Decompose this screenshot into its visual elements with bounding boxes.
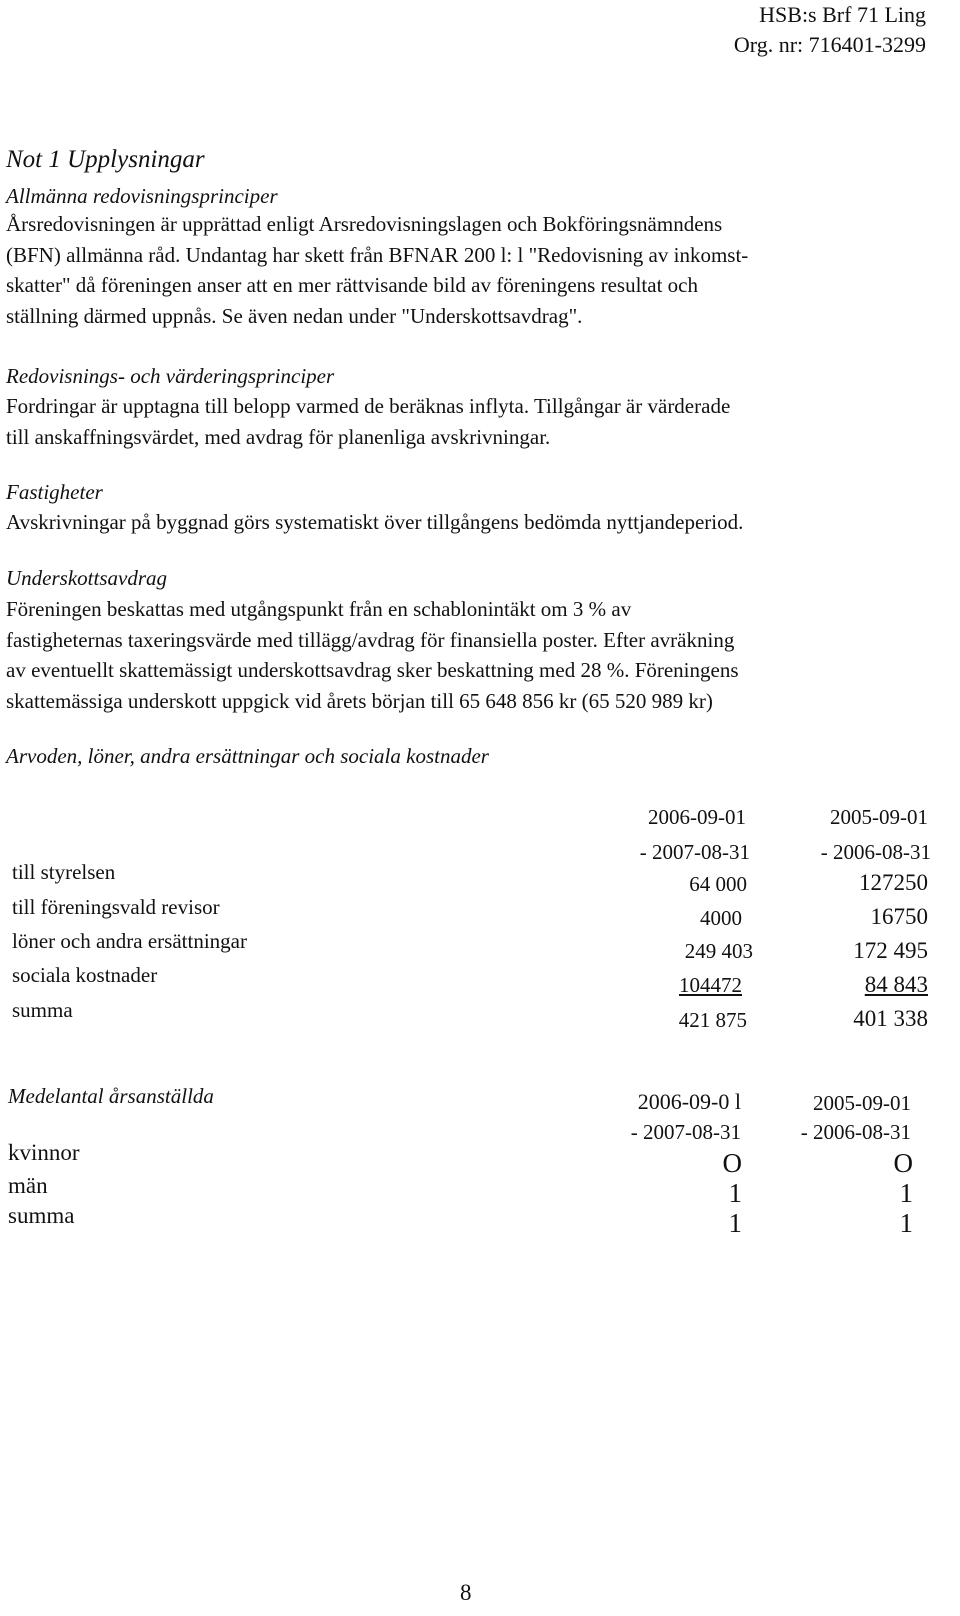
fees-value: 16750 bbox=[870, 904, 928, 929]
employees-heading: Medelantal årsanställda bbox=[8, 1084, 214, 1108]
intro-line: ställning därmed uppnås. Se även nedan under "Underskottsavdrag". bbox=[6, 303, 583, 328]
fees-value: 421 875 bbox=[678, 1008, 747, 1032]
fees-row-label: sociala kostnader bbox=[12, 963, 158, 987]
employees-value: 1 bbox=[728, 1208, 742, 1238]
fees-value: 127250 bbox=[859, 870, 928, 895]
fees-col2-header: - 2006-08-31 bbox=[820, 840, 931, 864]
fees-value: 64 000 bbox=[689, 872, 747, 896]
section-line: Avskrivningar på byggnad görs systematiskt över tillgångens bedömda nyttjandeperiod. bbox=[6, 510, 744, 534]
fees-value: 401 338 bbox=[853, 1006, 928, 1031]
employees-value: 1 bbox=[899, 1208, 913, 1238]
employees-value: 1 bbox=[728, 1178, 742, 1208]
page-number: 8 bbox=[460, 1580, 472, 1605]
fees-row-label: till styrelsen bbox=[12, 860, 116, 884]
employees-row-label: kvinnor bbox=[8, 1140, 80, 1165]
employees-row-label: män bbox=[8, 1173, 48, 1198]
section-line: skattemässiga underskott uppgick vid årets början till 65 648 856 kr (65 520 989 kr) bbox=[6, 688, 713, 713]
section-heading: Underskottsavdrag bbox=[6, 566, 167, 590]
association-name: HSB:s Brf 71 Ling bbox=[759, 2, 926, 27]
section-paragraph bbox=[6, 507, 743, 538]
section-paragraph bbox=[6, 594, 739, 716]
section-paragraph bbox=[6, 391, 730, 452]
fees-row-label: summa bbox=[12, 998, 73, 1022]
employees-value: O bbox=[722, 1148, 742, 1178]
fees-value: 249 403 bbox=[684, 939, 753, 963]
employees-col2-header: 2005-09-01 bbox=[813, 1091, 911, 1115]
fees-value: 104472 bbox=[679, 973, 742, 997]
intro-line: Årsredovisningen är upprättad enligt Arsredovisningslagen och Bokföringsnämndens bbox=[6, 212, 723, 236]
employees-col2-header: - 2006-08-31 bbox=[800, 1120, 911, 1144]
employees-value: 1 bbox=[899, 1178, 913, 1208]
section-line: Fordringar är upptagna till belopp varmed de beräknas inflyta. Tillgångar är värderade bbox=[6, 394, 731, 418]
fees-col1-header: 2006-09-01 bbox=[648, 805, 746, 829]
fees-col1-header: - 2007-08-31 bbox=[639, 840, 750, 864]
fees-value: 4000 bbox=[700, 906, 742, 930]
note-subtitle: Allmänna redovisningsprinciper bbox=[6, 184, 278, 208]
employees-value: O bbox=[893, 1148, 913, 1178]
intro-paragraph bbox=[6, 209, 748, 331]
section-line: Föreningen beskattas med utgångspunkt från en schablonintäkt om 3 % av bbox=[6, 597, 632, 621]
fees-heading: Arvoden, löner, andra ersättningar och sociala kostnader bbox=[6, 744, 489, 768]
fees-col2-header: 2005-09-01 bbox=[830, 805, 928, 829]
employees-col1-header: - 2007-08-31 bbox=[630, 1120, 741, 1144]
section-line: av eventuellt skattemässigt underskottsavdrag sker beskattning med 28 %. Föreningens bbox=[6, 658, 739, 682]
note-title: Not 1 Upplysningar bbox=[6, 146, 205, 173]
fees-value: 84 843 bbox=[864, 972, 928, 997]
fees-value: 172 495 bbox=[853, 938, 928, 963]
section-line: fastigheternas taxeringsvärde med tillägg/avdrag för finansiella poster. Efter avräkning bbox=[6, 627, 735, 652]
section-line: till anskaffningsvärdet, med avdrag för planenliga avskrivningar. bbox=[6, 424, 551, 449]
intro-line: skatter" då föreningen anser att en mer rättvisande bild av föreningens resultat och bbox=[6, 273, 698, 297]
org-number: Org. nr: 716401-3299 bbox=[733, 32, 926, 57]
section-heading: Redovisnings- och värderingsprinciper bbox=[6, 364, 335, 388]
employees-row-label: summa bbox=[8, 1203, 75, 1228]
section-heading: Fastigheter bbox=[6, 480, 103, 504]
intro-line: (BFN) allmänna råd. Undantag har skett från BFNAR 200 l: l "Redovisning av inkomst- bbox=[6, 242, 749, 267]
fees-row-label: till föreningsvald revisor bbox=[12, 895, 220, 919]
fees-row-label: löner och andra ersättningar bbox=[12, 929, 247, 953]
employees-col1-header: 2006-09-0 l bbox=[637, 1089, 741, 1114]
